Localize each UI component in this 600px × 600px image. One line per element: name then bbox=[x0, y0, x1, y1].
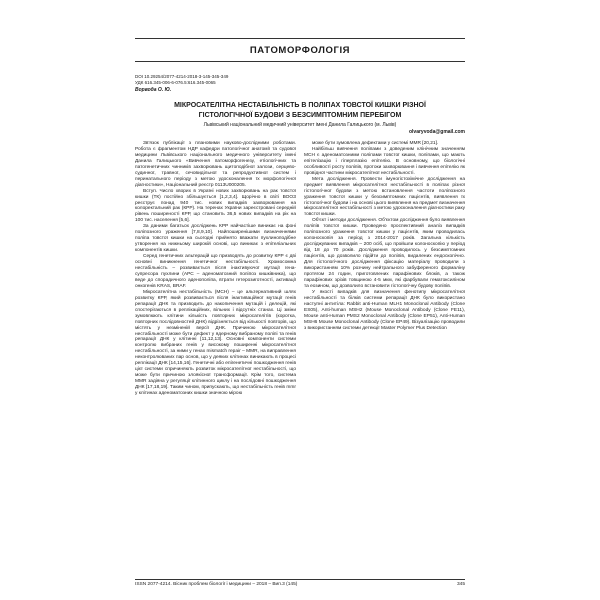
header-bottom-rule bbox=[135, 61, 465, 62]
header-top-rule bbox=[135, 38, 465, 39]
paragraph: Серед генетичних альтерацій що призводять до розвитку КРР є дві основні виникнення генетичної нестабільності. Хромосомна нестабільність – розвивається після інактивуючої мутації гена-супресора пухлини (APC – аденоматозний поліпоз кишківника), що веде до спорадичного аденополіпа, втрати гетерозиготності, активації онкогенів KRAS, BRAF. bbox=[135, 254, 296, 289]
author-name: Ворвода О. Ю. bbox=[135, 86, 172, 93]
article-metadata bbox=[135, 74, 465, 93]
title-line-2: ГІСТОЛОГІЧНОЇ БУДОВИ З БЕЗСИМПТОМНИМ ПЕРЕБІГОМ bbox=[198, 111, 402, 119]
title-line-1: МІКРОСАТЕЛІТНА НЕСТАБІЛЬНІСТЬ В ПОЛІПАХ ТОВСТОЇ КИШКИ РІЗНОЇ bbox=[174, 102, 426, 109]
paragraph: У якості випадків для визначення фенотипу мікросателітної нестабільності та білків системи репарації ДНК було використано наступні антитіла: Rabbit anti-Human MLH1 Monoclonal Antibody (Clone ES05), Anti-human MSH2 (Mouse Monoclonal Antibody (Clone FE11), Mouse anti-Human PMS2 Monoclonal Antibody (Clone EP51), Anti-Human MSH6 Mouse Monoclonal Antibody (Clone EP49). Візуалізацію проводили з використанням системи детекції Master Polymer Plus Detection bbox=[304, 289, 465, 331]
udc-code: УДК 616.345-006-6-076.5:616.345-0065 bbox=[135, 80, 216, 86]
article-title bbox=[135, 101, 465, 120]
paragraph: Найбільш вивчення поліпами з доведеним клінічним значенням MCH є аденоматозними поліпами товстої кишки, поліпами, що мають епітелізацію і гіперплазію епітелію. В основному, що біологічні особливості росту поліпів, протоки захворювання і вивчення епітелію як провідної частини мікросателітної нестабільності. bbox=[304, 146, 465, 176]
paragraph: Мікросателітна нестабільність (MCH) – це альтернативний шлях розвитку КРР, який розвивається після інактиваційної мутації генів репарації ДНК та призводить до накопичення мутацій і делецій, які спостерігаються в реплікаційних, вільних і відсутніх станах. Ці зміни зумовлюють клітини кількість повторних мікросателітів (коротка, повторних послідовностей ДНК) відрізняється від кількості повторів, що містять у незміненій версії ДНК. Причиною мікросателітної нестабільності може бути дефект у ядерному вибраному поліпі та генів репарації ДНК у клітинні [11,12,13]. Основні компоненти системи контролю вибраних генів у високому поширенні мікросателітної нестабільності, за ними у генах mismatch repair – MMR, на виправлення неконтролюваних пар основ, що у деяких клітинах виникають в процесі реплікації ДНК [14,15,16]. Генетичні або епігенетичні пошкодження генів цієї системи спричиняють розвиток мікросателітної нестабільності, що може бути причиною злоякісної трансформації. Крім того, система MMR задіяна у регуляції клітинного циклу і на послідовні пошкодження ДНК [17,18,19]. Таким чином, припускають, що нестабільність генів mmr у клітинах аденоматозних кишки значною мірою bbox=[135, 289, 296, 397]
body-column-right bbox=[304, 141, 465, 332]
paragraph: Вступ. Число хворих в Україні нових захворювань на рак товстої кишки (ТК) постійно збільшується [1,2,3,4]. Щорічно в світі ВООЗ реєструє понад 940 тис. нових випадків захворювання на колоректальний рак (КРР). На теренах України зареєстровані середній рівень поширеності КРР, що становить 36,5 нових випадків на рік на 100 тис. населення [5,6]. bbox=[135, 188, 296, 224]
paragraph: Об'єкт і методи дослідження. Об'єктом дослідження було виявлення поліпів товстої кишки. Проведено проспективний аналіз випадків поліпозного ураження товстої кишки у пацієнтів, яким проводилась колоноскопія за період з 2014-2017 років. Загальна кількість досліджуваних випадків – 200 осіб, що пройшли колоноскопію у період від 18 до 70 років. Дослідження проводилось у безсимптомних пацієнтів, що дозволило підійти до поліпів, видалених ендоскопічно. Для гістологічного дослідження фіксацію матеріалу проводили з використанням 10% розчину нейтрального забуференого формаліну протягом 24 годин, приготовлених парафінових блоків, а також парафінових зрізів товщиною 4-5 мкм, які фарбували гематоксиліном та еозином, що дозволило встановити гістологічну будову поліпів. bbox=[304, 218, 465, 289]
body-column-left bbox=[135, 141, 296, 397]
affiliation: Львівський національний медичний університет імені Данила Галицького (м. Львів) bbox=[203, 122, 397, 128]
journal-citation: ISSN 2077-4214. Вісник проблем біології і медицини – 2018 – Вип.3 (145) bbox=[135, 582, 298, 587]
doi: DOI 10.29254/2077-4214-2018-3-145-345-349 bbox=[135, 74, 229, 79]
paragraph: може бути зумовлена дефектами у системі MMR [20,21]. bbox=[312, 141, 439, 146]
paragraph: За даними багатьох досліджень КРР найчастіше виникає на фоні поліпозного ураження [7,8,9,10]. Найпоширенішими визначеннями поліпа товстої кишки на сьогодні прийнято вважати пухлиноподібне утворення на нижньому широкій основі, що виникає з епітеліальних компонентів кишки. bbox=[135, 224, 296, 254]
section-heading: ПАТОМОРФОЛОГІЯ bbox=[249, 45, 351, 56]
page-number: 345 bbox=[456, 582, 465, 587]
paragraph: Мета дослідження. Провести імуногістохімічне дослідження на предмет виявлення мікросателітної нестабільності в поліпах різної гістологічної будови з метою встановлення частоти поліпозного ураження товстої кишки у безсимптомних пацієнтів, виявлення їх гістологічної будови і на основі цього виявлення на предмет визначення мікросателітної нестабільності з метою удосконалення діагностики раку товстої кишки. bbox=[304, 176, 465, 218]
footer-rule bbox=[135, 579, 465, 580]
author-email: olvaryvoda@gmail.com bbox=[408, 129, 465, 135]
paragraph: Зв'язок публікації з плановими науково-дослідними роботами. Робота є фрагментом НДР кафедри патологічної анатомії та судової медицини Львівського національного медичного університету імені Данила Галицького «Вивчення патоморфогенезу, етіологічних та патогенетичних чинників захворювань щитоподібної залози, серцево-судинної, травної, сечовидільної та репродуктивної систем і перинатального періоду з метою удосконалення їх морфологічної діагностики», Національний реєстр 0113U000205. bbox=[135, 141, 296, 188]
